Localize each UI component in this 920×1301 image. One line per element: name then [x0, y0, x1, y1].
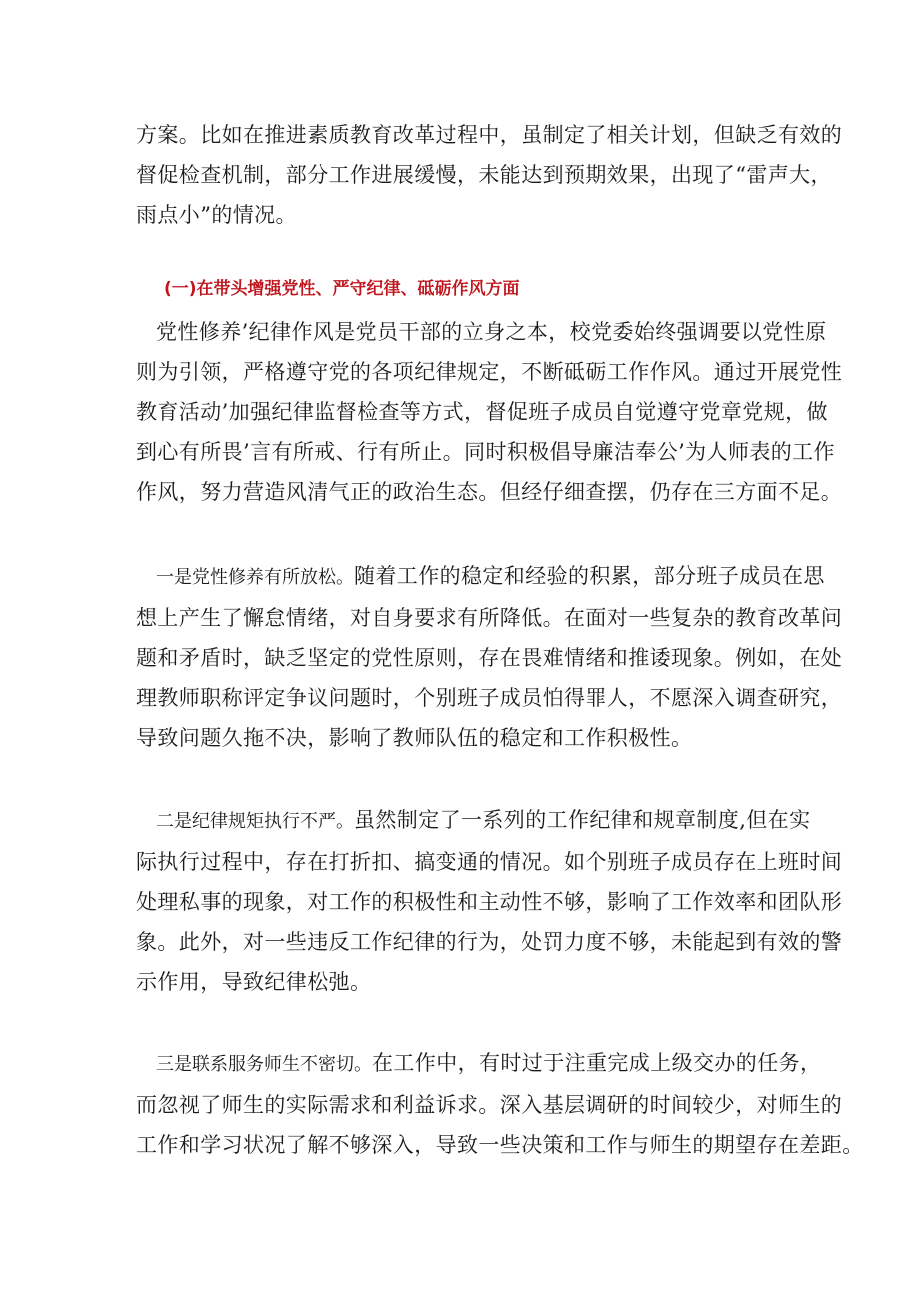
point-one-first-line: 随着工作的稳定和经验的积累，部分班子成员在思	[354, 564, 825, 588]
text-line: 理教师职称评定争议问题时，个别班子成员怕得罪人，不愿深入调查研究，	[136, 686, 843, 710]
point-one-paragraph	[136, 556, 843, 758]
text-line: 导致问题久拖不决，影响了教师队伍的稳定和工作积极性。	[136, 726, 693, 750]
text-line: 党性修养’纪律作风是党员干部的立身之本，校党委始终强调要以党性原	[156, 320, 827, 344]
text-line: 象。此外，对一些违反工作纪律的行为，处罚力度不够，未能起到有效的警	[136, 930, 843, 954]
point-two-lead: 二是纪律规矩执行不严。	[156, 811, 354, 832]
point-two-first-line: 虽然制定了一系列的工作纪律和规章制度,但在实	[354, 808, 811, 832]
text-line: 教育活动’加强纪律监督检查等方式，督促班子成员自觉遵守党章党规，做	[136, 400, 828, 424]
text-line: 想上产生了懈怠情绪，对自身要求有所降低。在面对一些复杂的教育改革问	[136, 606, 843, 630]
text-line: 工作和学习状况了解不够深入，导致一些决策和工作与师生的期望存在差距。	[136, 1133, 864, 1157]
text-line	[136, 556, 825, 598]
text-line: 则为引领，严格遵守党的各项纪律规定，不断砥砺工作作风。通过开展党性	[136, 360, 843, 384]
point-two-paragraph	[136, 800, 843, 1002]
text-line: 而忽视了师生的实际需求和利益诉求。深入基层调研的时间较少，对师生的	[136, 1093, 843, 1117]
section-heading: (一)在带头增强党性、严守纪律、砥砺作风方面	[164, 279, 520, 299]
text-line: 方案。比如在推进素质教育改革过程中，虽制定了相关计划，但缺乏有效的	[136, 123, 843, 147]
point-three-first-line: 在工作中，有时过于注重完成上级交办的任务，	[372, 1051, 822, 1075]
text-line: 处理私事的现象，对工作的积极性和主动性不够，影响了工作效率和团队形	[136, 890, 843, 914]
text-line	[136, 800, 811, 842]
point-three-lead: 三是联系服务师生不密切。	[156, 1054, 372, 1075]
text-line: 示作用，导致纪律松弛。	[136, 970, 372, 994]
text-line: 雨点小”的情况。	[136, 203, 297, 227]
text-line	[136, 1043, 822, 1085]
point-one-lead: 一是党性修养有所放松。	[156, 567, 354, 588]
text-line: 到心有所畏’言有所戒、行有所止。同时积极倡导廉洁奉公’为人师表的工作	[136, 440, 835, 464]
text-line: 督促检查机制，部分工作进展缓慢，未能达到预期效果，出现了“雷声大，	[136, 163, 832, 187]
intro-paragraph	[136, 312, 843, 512]
continuation-paragraph	[136, 115, 843, 235]
text-line: 际执行过程中，存在打折扣、搞变通的情况。如个别班子成员存在上班时间	[136, 850, 843, 874]
point-three-paragraph	[136, 1043, 864, 1165]
text-line: 题和矛盾时，缺乏坚定的党性原则，存在畏难情绪和推诿现象。例如，在处	[136, 646, 843, 670]
text-line: 作风，努力营造风清气正的政治生态。但经仔细查摆，仍存在三方面不足。	[136, 480, 843, 504]
